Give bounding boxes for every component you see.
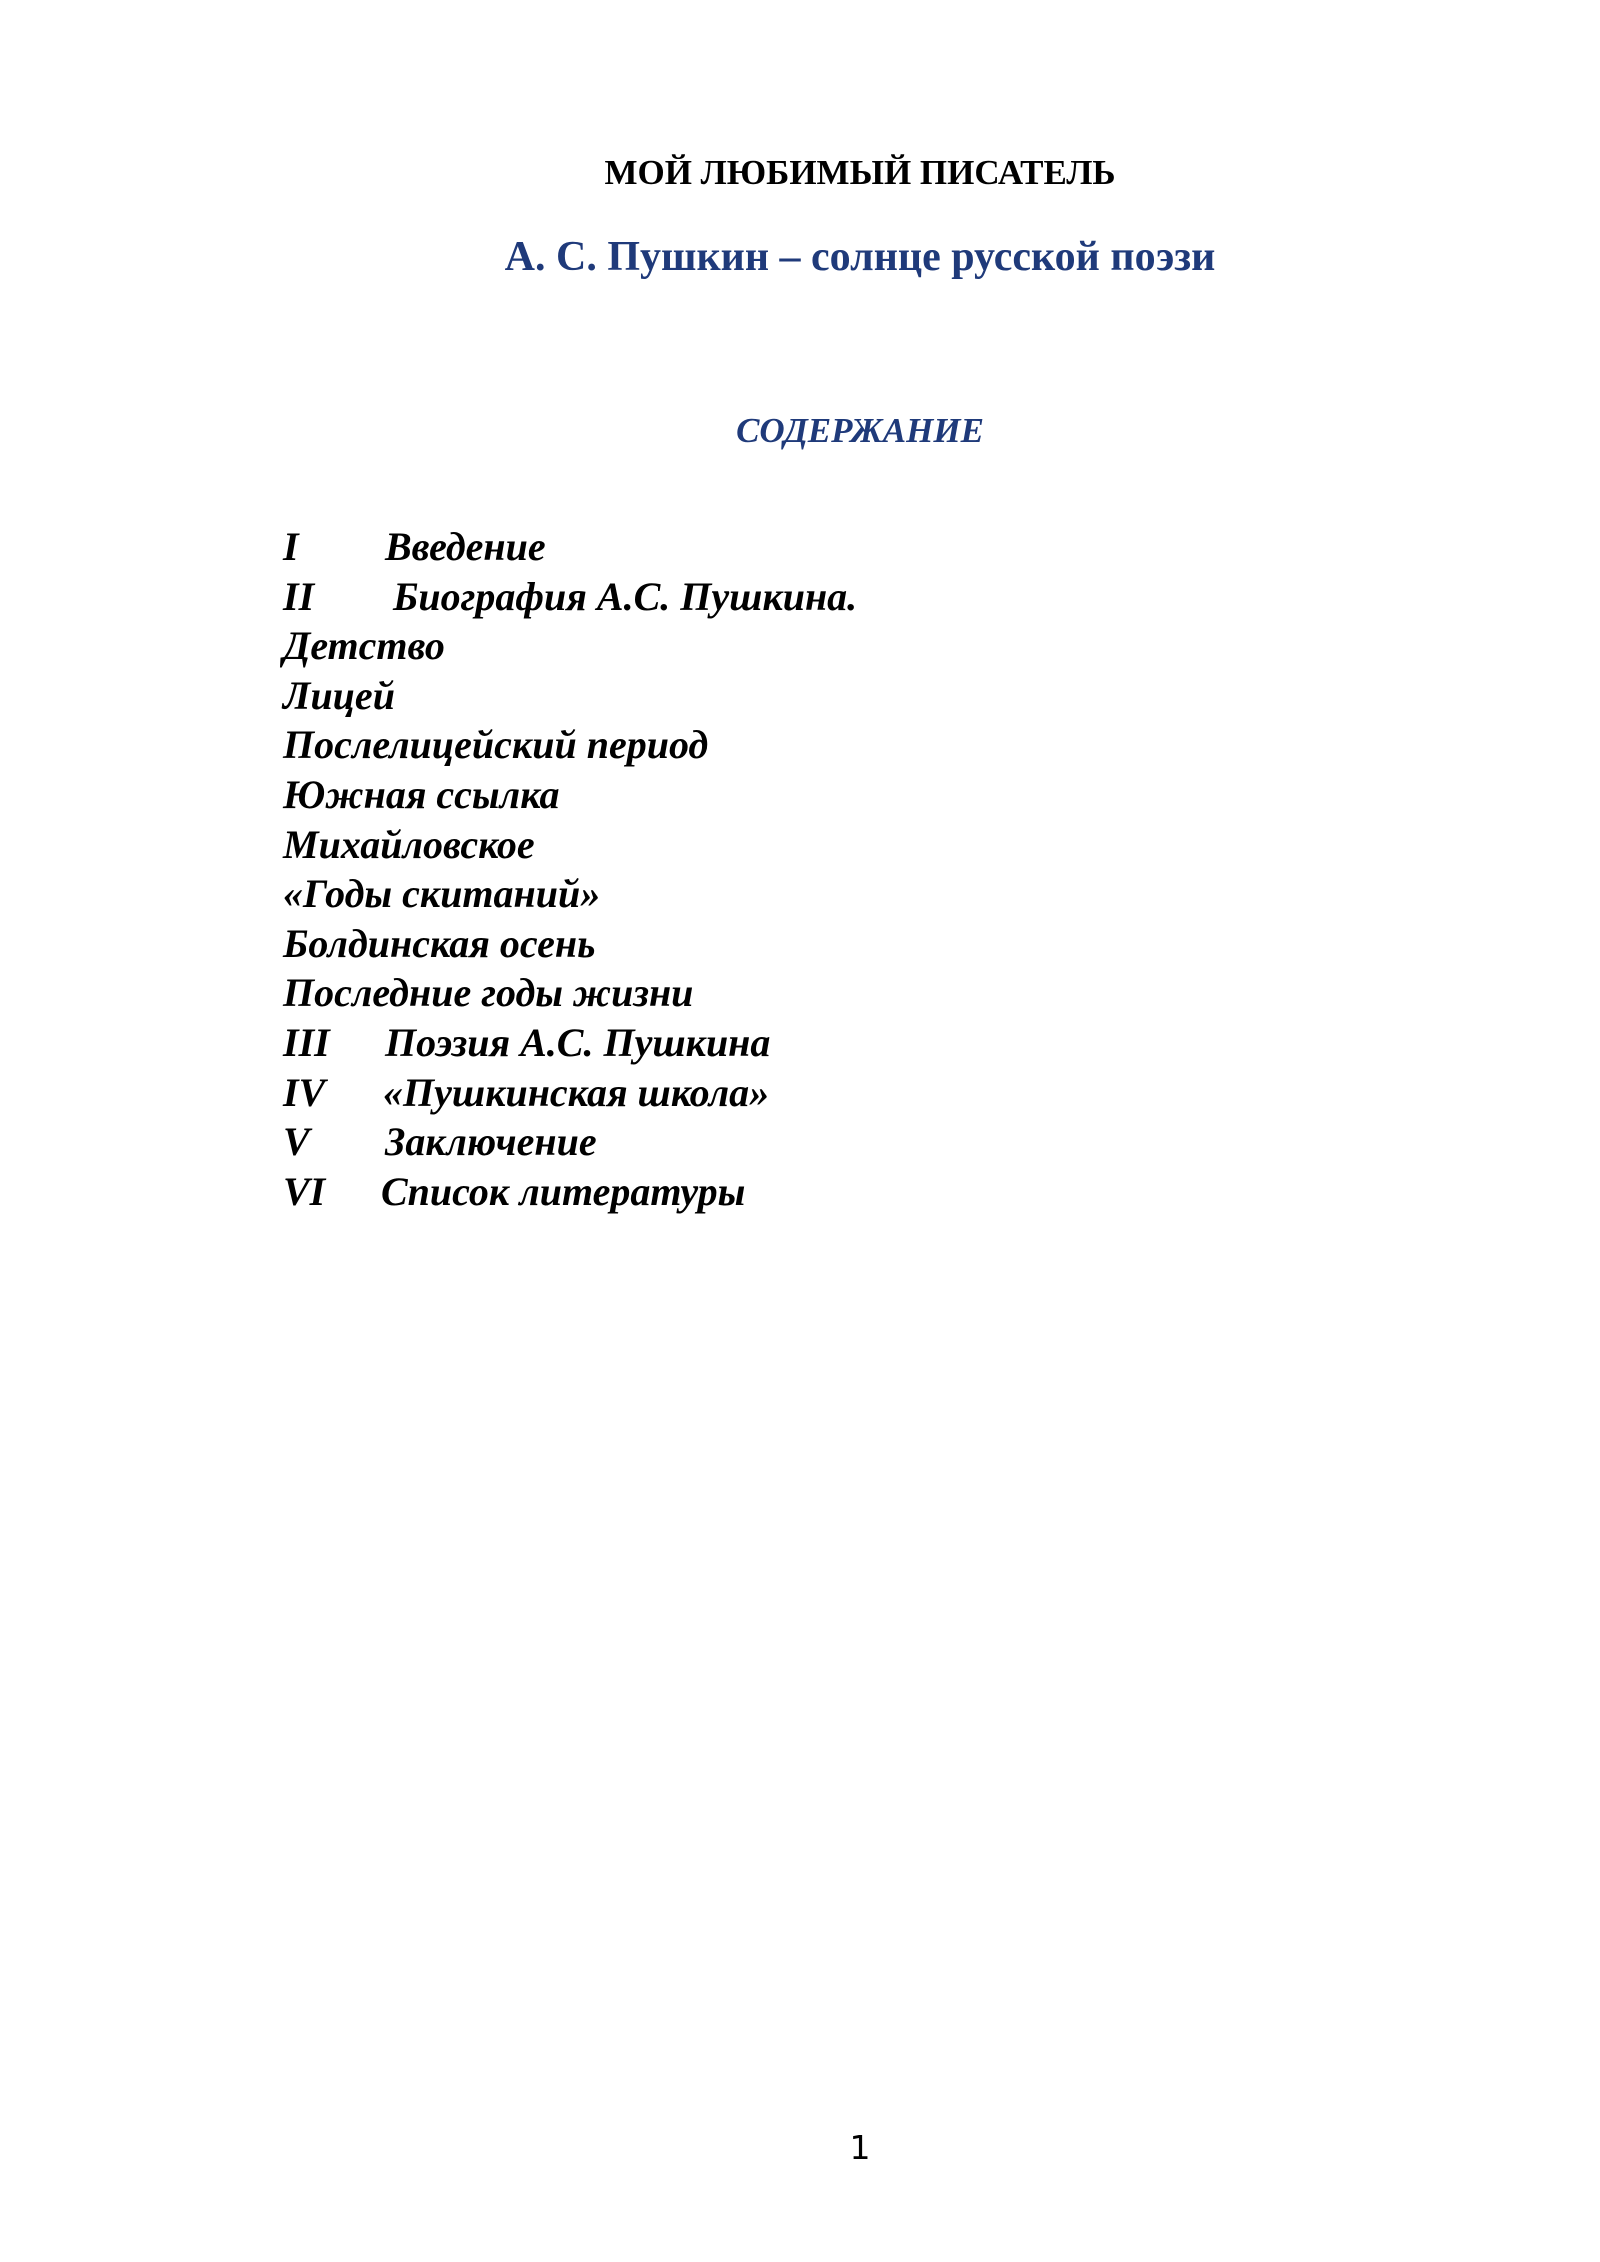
toc-item-label: «Годы скитаний» [283,871,601,917]
toc-item [283,572,1383,622]
toc-item-label: Лицей [283,672,395,718]
toc-item-number: V [283,1119,310,1165]
document-title: МОЙ ЛЮБИМЫЙ ПИСАТЕЛЬ [604,153,1116,192]
toc-item-label: Южная ссылка [283,771,560,817]
toc-heading: СОДЕРЖАНИЕ [736,411,984,450]
toc-item-label: «Пушкинская школа» [383,1069,770,1115]
toc-item [283,968,1383,1018]
toc-item-number: II [283,573,315,619]
toc-item [283,621,1383,671]
toc-item-number: I [283,524,299,569]
toc-item-label: Биография А.С. Пушкина. [393,573,858,619]
toc-item-label: Михайловское [283,821,535,867]
toc-item-label: Список литературы [381,1168,746,1214]
toc-item-label: Последние годы жизни [283,970,694,1016]
toc-item-number: IV [283,1069,326,1115]
toc-item-number: VI [283,1168,326,1214]
toc-item-label: Поэзия А.С. Пушкина [385,1019,771,1065]
toc-item [283,820,1383,870]
toc-item [283,671,1383,721]
toc-item-label: Послелицейский период [283,722,709,768]
toc-item-label: Заключение [385,1119,597,1165]
toc-item [283,1167,1383,1217]
toc-item-number: III [283,1019,330,1065]
toc-item [283,522,1383,572]
toc-item [283,919,1383,969]
toc-item [283,770,1383,820]
toc-item [283,720,1383,770]
toc-item [283,1018,1383,1068]
page-number: 1 [849,2128,871,2167]
toc-item-label: Введение [385,524,546,569]
document-subtitle: А. С. Пушкин – солнце русской поэзи [504,234,1216,280]
toc-item-label: Болдинская осень [283,920,596,966]
toc-item [283,1117,1383,1167]
toc-item [283,1068,1383,1118]
table-of-contents [283,522,1383,1216]
toc-item [283,869,1383,919]
toc-item-label: Детство [283,623,445,669]
